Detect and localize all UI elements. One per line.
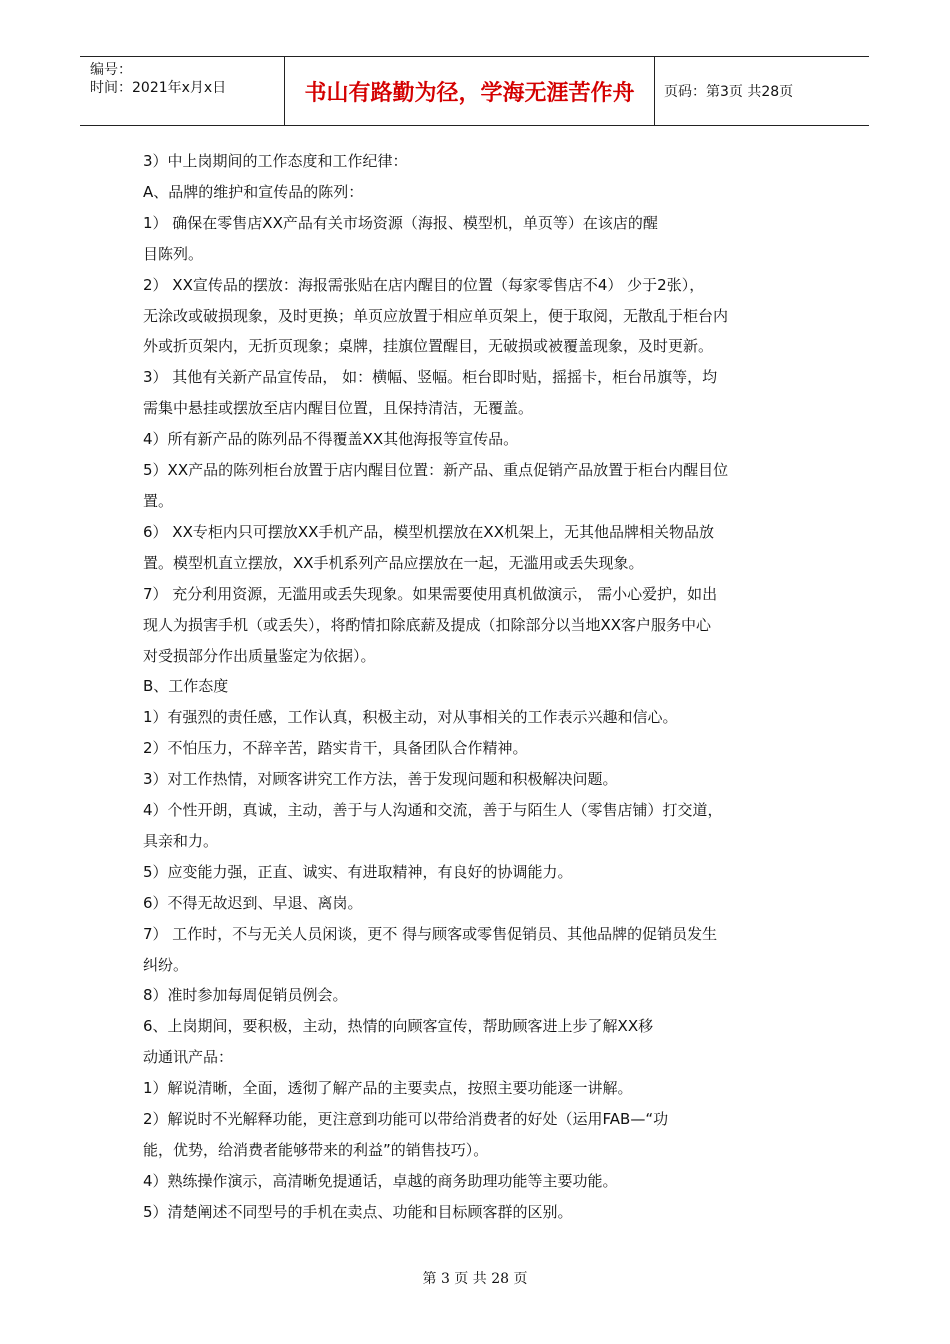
body-line: 6）不得无故迟到、早退、离岗。 [143,893,363,912]
body-line: 6、上岗期间，要积极，主动，热情的向顾客宣传，帮助顾客进上步了解XX移 [143,1017,654,1036]
document-time-label: 时间：2021年x月x日 [90,80,227,96]
body-line: 6） XX专柜内只可摆放XX手机产品，模型机摆放在XX机架上，无其他品牌相关物品放 [143,522,714,541]
header-motto: 书山有路勤为径，学海无涯苦作舟 [304,79,635,106]
header-meta [90,61,226,97]
body-line: 5）应变能力强，正直、诚实、有进取精神，有良好的协调能力。 [143,862,573,881]
document-body [143,146,813,1228]
body-line: 2）解说时不光解释功能，更注意到功能可以带给消费者的好处（运用FAB—“功 [143,1110,669,1129]
body-line: 能，优势，给消费者能够带来的利益”的销售技巧）。 [143,1141,489,1159]
body-line: 5）清楚阐述不同型号的手机在卖点、功能和目标顾客群的区别。 [143,1202,573,1221]
body-line: 1） 确保在零售店XX产品有关市场资源（海报、模型机，单页等）在该店的醒 [143,213,658,232]
header-divider [654,57,655,125]
body-line: 3） 其他有关新产品宣传品， 如：横幅、竖幅。柜台即时贴，摇摇卡，柜台吊旗等，均 [143,368,718,387]
body-line: A、品牌的维护和宣传品的陈列： [143,182,364,201]
body-line: 目陈列。 [143,244,204,263]
body-line: 具亲和力。 [143,831,219,850]
body-line: 2）不怕压力，不辞辛苦，踏实肯干，具备团队合作精神。 [143,739,528,758]
body-line: 1）有强烈的责任感，工作认真，积极主动，对从事相关的工作表示兴趣和信心。 [143,708,678,727]
page-footer: 第 3 页 共 28 页 [422,1271,528,1287]
body-line: 对受损部分作出质量鉴定为依据）。 [143,646,376,665]
body-line: 4）个性开朗，真诚，主动，善于与人沟通和交流，善于与陌生人（零售店铺）打交道， [143,801,723,820]
body-line: 现人为损害手机（或丢失），将酌情扣除底薪及提成（扣除部分以当地XX客户服务中心 [143,615,712,634]
body-line: 2） XX宣传品的摆放：海报需张贴在店内醒目的位置（每家零售店不4） 少于2张）， [143,275,705,294]
body-line: B、工作态度 [143,677,229,696]
page-header [80,56,869,126]
body-line: 置。模型机直立摆放，XX手机系列产品应摆放在一起，无滥用或丢失现象。 [143,553,644,572]
body-line: 7） 工作时，不与无关人员闲谈，更不 得与顾客或零售促销员、其他品牌的促销员发生 [143,924,718,943]
body-line: 无涂改或破损现象，及时更换；单页应放置于相应单页架上，便于取阅，无散乱于柜台内 [143,306,729,325]
body-line: 纠纷。 [143,955,189,974]
body-line: 3）中上岗期间的工作态度和工作纪律： [143,152,408,170]
body-line: 7） 充分利用资源，无滥用或丢失现象。如果需要使用真机做演示， 需小心爱护，如出 [143,584,718,603]
header-page-info: 页码：第3页 共28页 [664,84,794,100]
body-line: 4）所有新产品的陈列品不得覆盖XX其他海报等宣传品。 [143,430,519,449]
body-line: 需集中悬挂或摆放至店内醒目位置，且保持清洁，无覆盖。 [143,399,534,418]
body-line: 外或折页架内，无折页现象；桌牌，挂旗位置醒目，无破损或被覆盖现象，及时更新。 [143,337,714,356]
document-number-label: 编号： [90,62,132,78]
body-line: 动通讯产品： [143,1048,234,1067]
body-line: 3）对工作热情，对顾客讲究工作方法，善于发现问题和积极解决问题。 [143,770,618,789]
body-line: 4）熟练操作演示，高清晰免提通话，卓越的商务助理功能等主要功能。 [143,1171,618,1190]
body-line: 8）准时参加每周促销员例会。 [143,986,348,1005]
body-line: 1）解说清晰，全面，透彻了解产品的主要卖点，按照主要功能逐一讲解。 [143,1079,633,1098]
body-line: 置。 [143,491,174,510]
body-line: 5）XX产品的陈列柜台放置于店内醒目位置：新产品、重点促销产品放置于柜台内醒目位 [143,461,729,480]
